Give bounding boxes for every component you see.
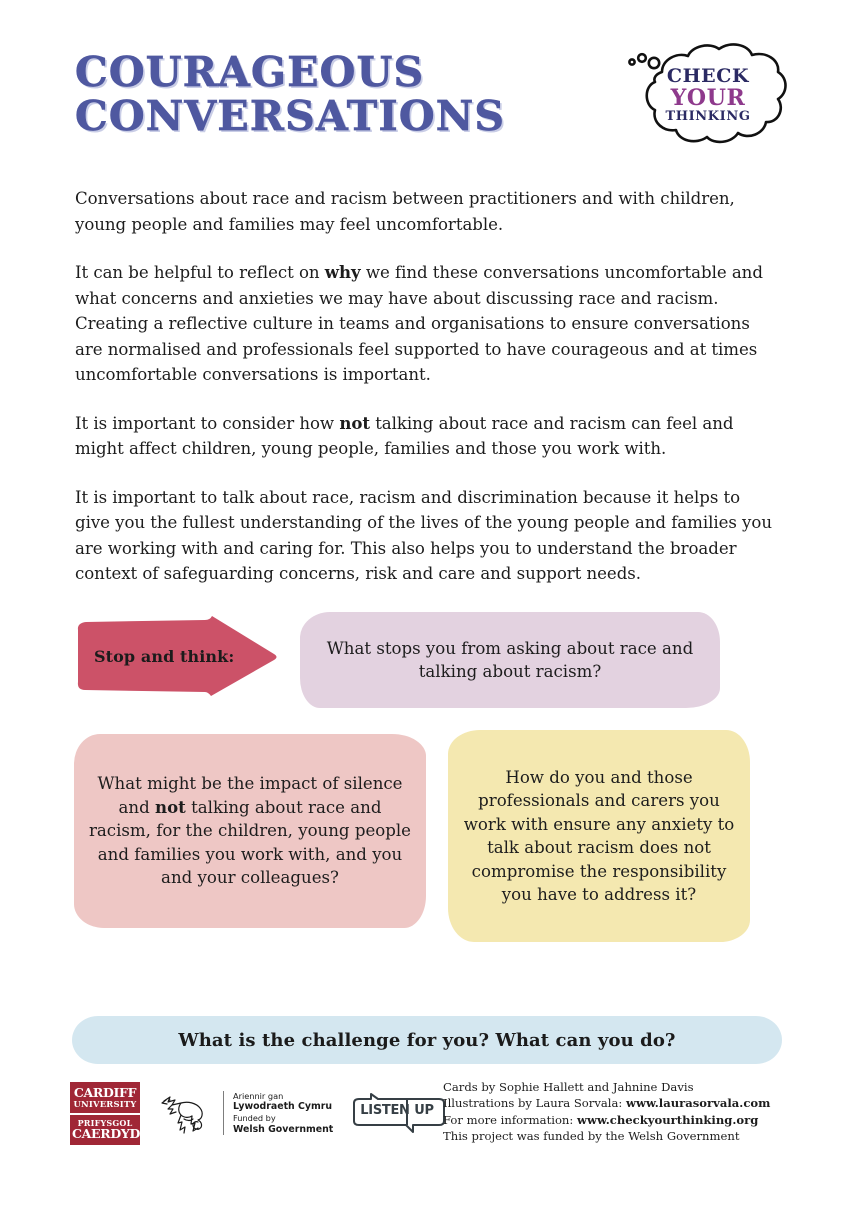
page-title-line-1: COURAGEOUS	[75, 48, 425, 96]
page-title	[75, 50, 595, 138]
paragraph: It is important to consider how not talking about race and racism can feel and might affect children, young people, families and those you work with.	[75, 412, 734, 458]
cardiff-logo-line-3: PRIFYSGOL	[77, 1117, 133, 1128]
stop-and-think-arrow	[74, 612, 280, 700]
credits-block	[443, 1079, 770, 1145]
welsh-logo-line-3: Funded by	[233, 1113, 276, 1124]
cardiff-logo-line-2: UNIVERSITY	[73, 1098, 137, 1109]
logo-line-thinking: THINKING	[665, 109, 751, 125]
paragraph: Conversations about race and racism between practitioners and with children, young people and families may feel uncomfortable.	[75, 189, 735, 234]
cardiff-university-logo	[70, 1082, 151, 1145]
stop-and-think-label: Stop and think:	[94, 646, 235, 666]
page-header	[0, 0, 856, 172]
welsh-logo-line-1: Ariennir gan	[233, 1090, 284, 1101]
page-title-line-2: CONVERSATIONS	[75, 92, 506, 140]
credit-line: Illustrations by Laura Sorvala: www.laurasorvala.com	[443, 1096, 771, 1111]
paragraph: It can be helpful to reflect on why we find these conversations uncomfortable and what concerns and anxieties we may have about discussing race and racism. Creating a reflective culture in teams and organisations to ensure conversations are normalised and professionals feel supported to have courageous and at times uncomfortable conversations is important.	[75, 262, 763, 384]
logo-line-check: CHECK	[666, 65, 750, 87]
cardiff-logo-line-1: CARDIFF	[73, 1085, 137, 1100]
paragraph: It is important to talk about race, racism and discrimination because it helps to give you the fullest understanding of the lives of the young people and families you are working with and caring for. This also helps you to understand the broader context of safeguarding concerns, risk and care and support needs.	[75, 487, 772, 583]
cardiff-logo-english	[70, 1082, 140, 1113]
welsh-logo-line-2: Lywodraeth Cymru	[233, 1101, 333, 1113]
footer-logo-group	[70, 1082, 447, 1145]
question-card-text: How do you and those professionals and carers you work with ensure any anxiety to talk about racism does not compromise the responsibility you have to address it?	[463, 767, 735, 904]
question-card-pink	[74, 734, 426, 928]
challenge-banner	[72, 1016, 782, 1064]
body-copy	[75, 186, 775, 587]
credit-line: This project was funded by the Welsh Government	[443, 1129, 740, 1144]
listen-up-word-2: UP	[414, 1103, 434, 1119]
listen-up-word-1: LISTEN	[360, 1103, 410, 1119]
welsh-dragon-icon	[158, 1089, 214, 1137]
question-card-lavender	[300, 612, 720, 708]
cardiff-logo-line-4: CAERDYDD	[72, 1126, 151, 1142]
credit-line: Cards by Sophie Hallett and Jahnine Davis	[443, 1080, 694, 1094]
page-footer	[0, 1078, 856, 1160]
challenge-banner-text: What is the challenge for you? What can you do?	[178, 1029, 676, 1051]
listen-up-logo	[351, 1091, 447, 1135]
question-card-yellow	[448, 730, 750, 942]
logo-line-your: YOUR	[670, 84, 746, 111]
welsh-government-logo	[158, 1089, 333, 1137]
question-card-text: What might be the impact of silence and not talking about race and racism, for the children, young people and families you work with, and you and your colleagues?	[88, 774, 412, 888]
check-your-thinking-logo	[622, 38, 794, 156]
welsh-logo-text	[233, 1091, 333, 1136]
welsh-logo-line-4: Welsh Government	[233, 1123, 334, 1135]
thought-bubble-icon	[622, 38, 794, 156]
question-card-text: What stops you from asking about race and talking about racism?	[326, 638, 694, 681]
welsh-logo-divider	[223, 1091, 224, 1135]
cardiff-logo-welsh	[70, 1115, 151, 1145]
credit-line: For more information: www.checkyourthinking.org	[443, 1112, 759, 1127]
